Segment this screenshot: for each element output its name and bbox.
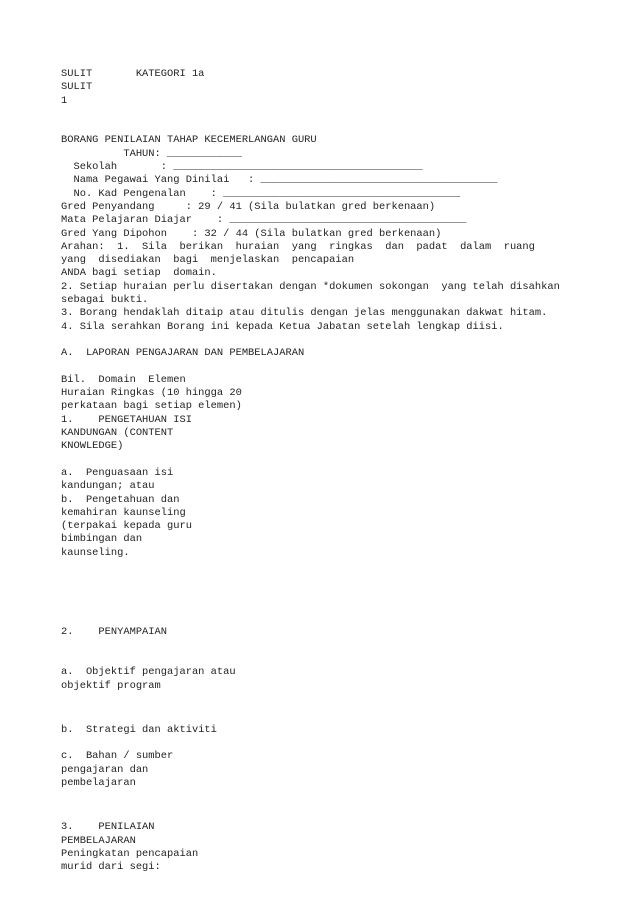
header-line-category: SULIT KATEGORI 1a <box>61 68 205 80</box>
instruction-line: Arahan: 1. Sila berikan huraian yang ringkas dan padat dalam ruang <box>61 240 535 253</box>
domain-2 <box>61 626 601 790</box>
domain-3-title: PEMBELAJARAN <box>61 834 136 847</box>
domain-3-text: Peningkatan pencapaian <box>61 847 199 860</box>
id-number-field: No. Kad Pengenalan : ______________________________________ <box>61 187 461 200</box>
form-title: BORANG PENILAIAN TAHAP KECEMERLANGAN GURU <box>61 134 317 147</box>
domain-1 <box>61 414 601 560</box>
domain-1-title: KNOWLEDGE) <box>61 440 124 453</box>
domain-1-title: KANDUNGAN (CONTENT <box>61 427 174 440</box>
domain-2-element-c: pengajaran dan <box>61 763 149 776</box>
instruction-line: yang disediakan bagi menjelaskan pencapaian <box>61 254 355 267</box>
table-header <box>61 374 601 414</box>
section-a-heading: A. LAPORAN PENGAJARAN DAN PEMBELAJARAN <box>61 347 305 360</box>
domain-1-element: kandungan; atau <box>61 480 155 493</box>
domain-1-element: (terpakai kepada guru <box>61 520 192 533</box>
document-page <box>61 68 601 875</box>
instruction-line: ANDA bagi setiap domain. <box>61 267 217 280</box>
domain-2-element-c: c. Bahan / sumber <box>61 750 174 763</box>
year-field: TAHUN: ____________ <box>61 147 242 160</box>
domain-3 <box>61 821 601 874</box>
header-line-page-number: 1 <box>61 94 68 107</box>
table-header-line: Huraian Ringkas (10 hingga 20 <box>61 387 242 400</box>
instruction-line: 4. Sila serahkan Borang ini kepada Ketua Jabatan setelah lengkap diisi. <box>61 320 504 333</box>
table-header-line: perkataan bagi setiap elemen) <box>61 400 242 413</box>
domain-1-title: 1. PENGETAHUAN ISI <box>61 413 192 426</box>
domain-2-element-a: a. Objektif pengajaran atau <box>61 666 236 679</box>
domain-1-element: a. Penguasaan isi <box>61 466 174 479</box>
domain-1-element: kaunseling. <box>61 546 130 559</box>
domain-1-element: kemahiran kaunseling <box>61 506 186 519</box>
document-header <box>61 68 601 108</box>
instruction-line: 2. Setiap huraian perlu disertakan dengan *dokumen sokongan yang telah disahkan <box>61 280 560 293</box>
grade-applied-field: Gred Yang Dipohon : 32 / 44 (Sila bulatkan gred berkenaan) <box>61 227 442 240</box>
instructions <box>61 241 601 334</box>
instruction-line: sebagai bukti. <box>61 294 149 307</box>
domain-1-element: b. Pengetahuan dan <box>61 493 180 506</box>
subject-field: Mata Pelajaran Diajar : ______________________________________ <box>61 214 467 227</box>
instruction-line: 3. Borang hendaklah ditaip atau ditulis dengan jelas menggunakan dakwat hitam. <box>61 307 548 320</box>
table-header-line: Bil. Domain Elemen <box>61 373 186 386</box>
grade-held-field: Gred Penyandang : 29 / 41 (Sila bulatkan gred berkenaan) <box>61 200 436 213</box>
domain-3-title: 3. PENILAIAN <box>61 821 155 834</box>
domain-1-element: bimbingan dan <box>61 533 143 546</box>
domain-2-element-b: b. Strategi dan aktiviti <box>61 723 217 736</box>
officer-name-field: Nama Pegawai Yang Dinilai : ______________________________________ <box>61 174 498 187</box>
domain-2-title: 2. PENYAMPAIAN <box>61 625 168 638</box>
domain-2-element-c: pembelajaran <box>61 777 136 790</box>
domain-2-element-a: objektif program <box>61 679 161 692</box>
form-fields <box>61 134 601 240</box>
header-line-sulit: SULIT <box>61 81 93 94</box>
domain-3-text: murid dari segi: <box>61 861 161 874</box>
school-field: Sekolah : ________________________________________ <box>61 161 423 174</box>
